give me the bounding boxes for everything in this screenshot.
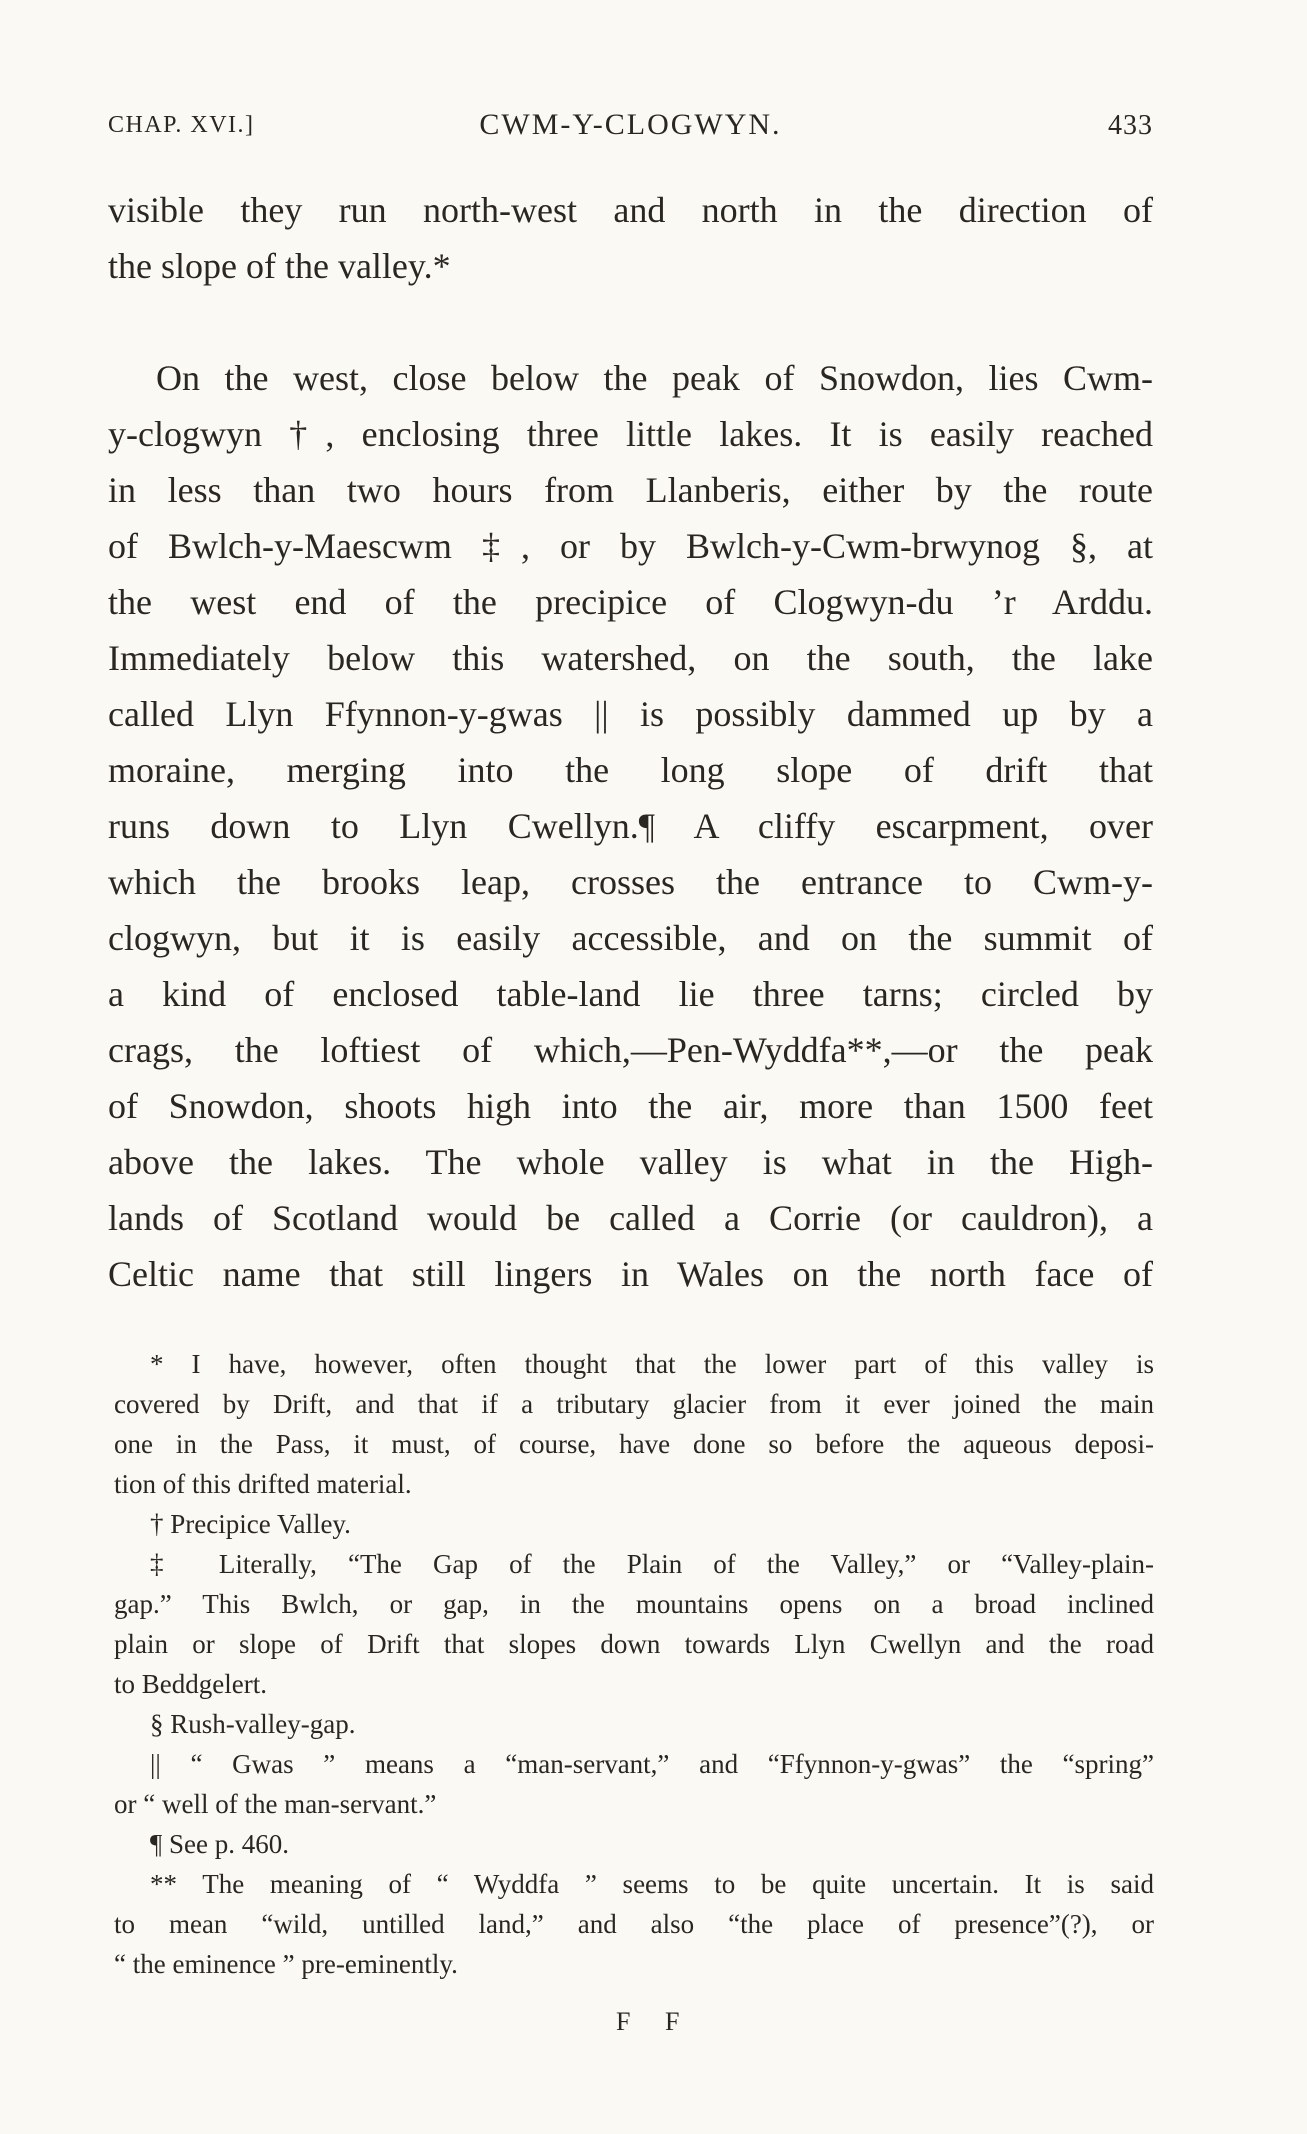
footnote-line: ‡ Literally, “The Gap of the Plain of the Valley,” or “Valley-plain- [150, 1549, 1154, 1579]
body-line: moraine, merging into the long slope of drift that [108, 750, 1153, 790]
footnote-line: § Rush-valley-gap. [150, 1709, 356, 1739]
footnote-line: plain or slope of Drift that slopes down towards Llyn Cwellyn and the road [114, 1629, 1154, 1659]
footnote-line: ** The meaning of “ Wyddfa ” seems to be quite uncertain. It is said [150, 1869, 1154, 1899]
footnote-line: to mean “wild, untilled land,” and also “the place of presence”(?), or [114, 1909, 1154, 1939]
footnote-line: to Beddgelert. [114, 1669, 267, 1699]
chapter-label: CHAP. XVI.] [108, 112, 255, 138]
footnote-line: † Precipice Valley. [150, 1509, 351, 1539]
body-line: in less than two hours from Llanberis, either by the route [108, 470, 1153, 510]
body-line: On the west, close below the peak of Snowdon, lies Cwm- [156, 358, 1153, 398]
body-line: a kind of enclosed table-land lie three tarns; circled by [108, 974, 1153, 1014]
footnote-line: * I have, however, often thought that the lower part of this valley is [150, 1349, 1154, 1379]
body-line: lands of Scotland would be called a Corrie (or cauldron), a [108, 1198, 1153, 1238]
footnote-line: or “ well of the man-servant.” [114, 1789, 437, 1819]
running-head [108, 108, 1153, 148]
body-line: runs down to Llyn Cwellyn.¶ A cliffy escarpment, over [108, 806, 1153, 846]
body-line: the west end of the precipice of Clogwyn-du ’r Arddu. [108, 582, 1153, 622]
body-line: which the brooks leap, crosses the entrance to Cwm-y- [108, 862, 1153, 902]
page-title: CWM-Y-CLOGWYN. [479, 108, 782, 141]
footnote-line: || “ Gwas ” means a “man-servant,” and “Ffynnon-y-gwas” the “spring” [150, 1749, 1154, 1779]
body-line: Celtic name that still lingers in Wales on the north face of [108, 1254, 1153, 1294]
body-line: y-clogwyn †, enclosing three little lakes. It is easily reached [108, 414, 1153, 454]
body-line: Immediately below this watershed, on the south, the lake [108, 638, 1153, 678]
body-line: visible they run north-west and north in the direction of [108, 190, 1153, 230]
body-line: clogwyn, but it is easily accessible, and on the summit of [108, 918, 1153, 958]
footnote-line: ¶ See p. 460. [150, 1829, 289, 1859]
footnote-line: “ the eminence ” pre-eminently. [114, 1949, 458, 1979]
body-line: called Llyn Ffynnon-y-gwas || is possibly dammed up by a [108, 694, 1153, 734]
footnote-line: one in the Pass, it must, of course, have done so before the aqueous deposi- [114, 1429, 1154, 1459]
page-number: 433 [1108, 110, 1153, 141]
body-line: the slope of the valley.* [108, 246, 451, 286]
signature-mark: F F [616, 2007, 694, 2036]
footnote-line: gap.” This Bwlch, or gap, in the mountains opens on a broad inclined [114, 1589, 1154, 1619]
footnote-line: covered by Drift, and that if a tributary glacier from it ever joined the main [114, 1389, 1154, 1419]
body-line: crags, the loftiest of which,—Pen-Wyddfa**,—or the peak [108, 1030, 1153, 1070]
body-line: of Snowdon, shoots high into the air, more than 1500 feet [108, 1086, 1153, 1126]
footnote-line: tion of this drifted material. [114, 1469, 412, 1499]
body-line: above the lakes. The whole valley is what in the High- [108, 1142, 1153, 1182]
body-line: of Bwlch-y-Maescwm ‡, or by Bwlch-y-Cwm-brwynog §, at [108, 526, 1153, 566]
